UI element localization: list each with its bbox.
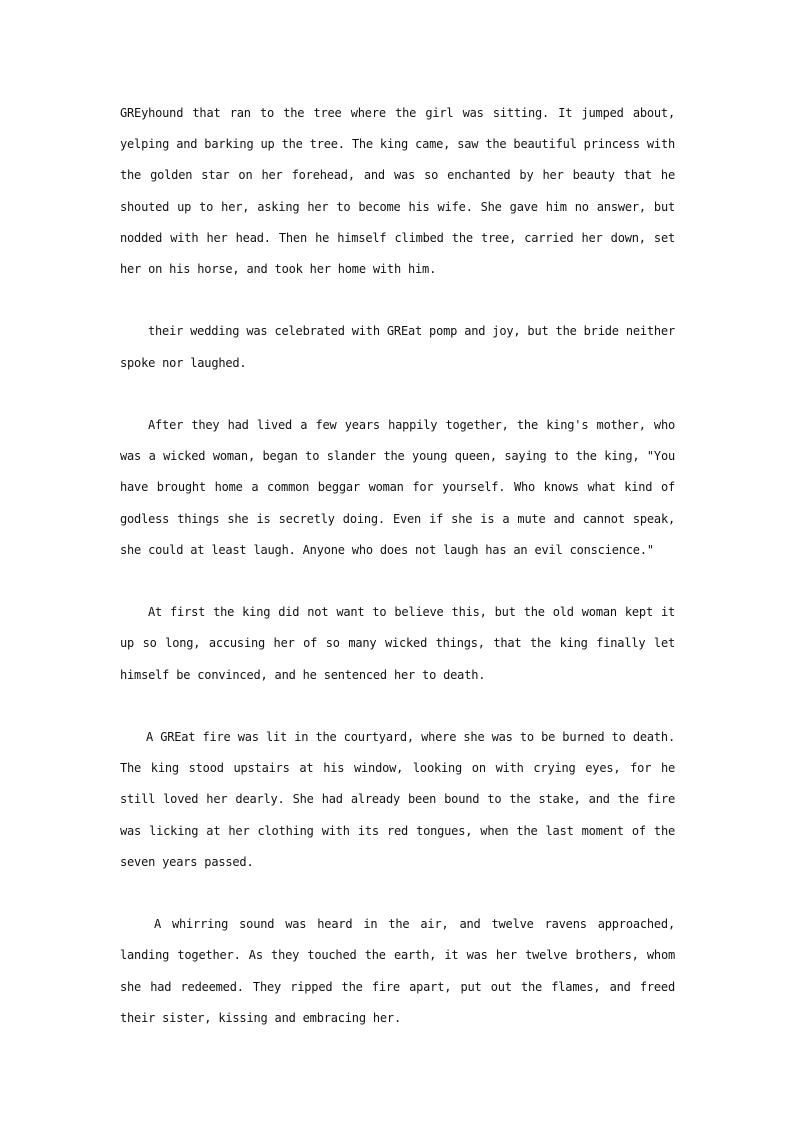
story-text xyxy=(120,98,675,1065)
paragraph-slander: After they had lived a few years happily together, the king's mother, who was a wicked woman, began to slander the young queen, saying to the king, "You have brought home a common beggar woman for yourself. Who knows what kind of godless things she is secretly doing. Even if she is a mute and cannot speak, she could at least laugh. Anyone who does not laugh has an evil conscience." xyxy=(120,418,675,557)
paragraph-greyhound: GREyhound that ran to the tree where the girl was sitting. It jumped about, yelping and barking up the tree. The king came, saw the beautiful princess with the golden star on her forehead, and was so enchanted by her beauty that he shouted up to her, asking her to become his wife. She gave him no answer, but nodded with her head. Then he himself climbed the tree, carried her down, set her on his horse, and took her home with him. xyxy=(120,106,675,277)
paragraph-ravens: A whirring sound was heard in the air, and twelve ravens approached, landing together. As they touched the earth, it was her twelve brothers, whom she had redeemed. They ripped the fire apart, put out the flames, and freed their sister, kissing and embracing her. xyxy=(120,917,675,1025)
paragraph-sentence: At first the king did not want to believe this, but the old woman kept it up so long, accusing her of so many wicked things, that the king finally let himself be convinced, and he sentenced her to death. xyxy=(120,605,675,682)
paragraph-fire: A GREat fire was lit in the courtyard, where she was to be burned to death. The king stood upstairs at his window, looking on with crying eyes, for he still loved her dearly. She had already been bound to the stake, and the fire was licking at her clothing with its red tongues, when the last moment of the seven years passed. xyxy=(120,730,675,869)
paragraph-wedding: their wedding was celebrated with GREat pomp and joy, but the bride neither spoke nor laughed. xyxy=(120,324,675,370)
